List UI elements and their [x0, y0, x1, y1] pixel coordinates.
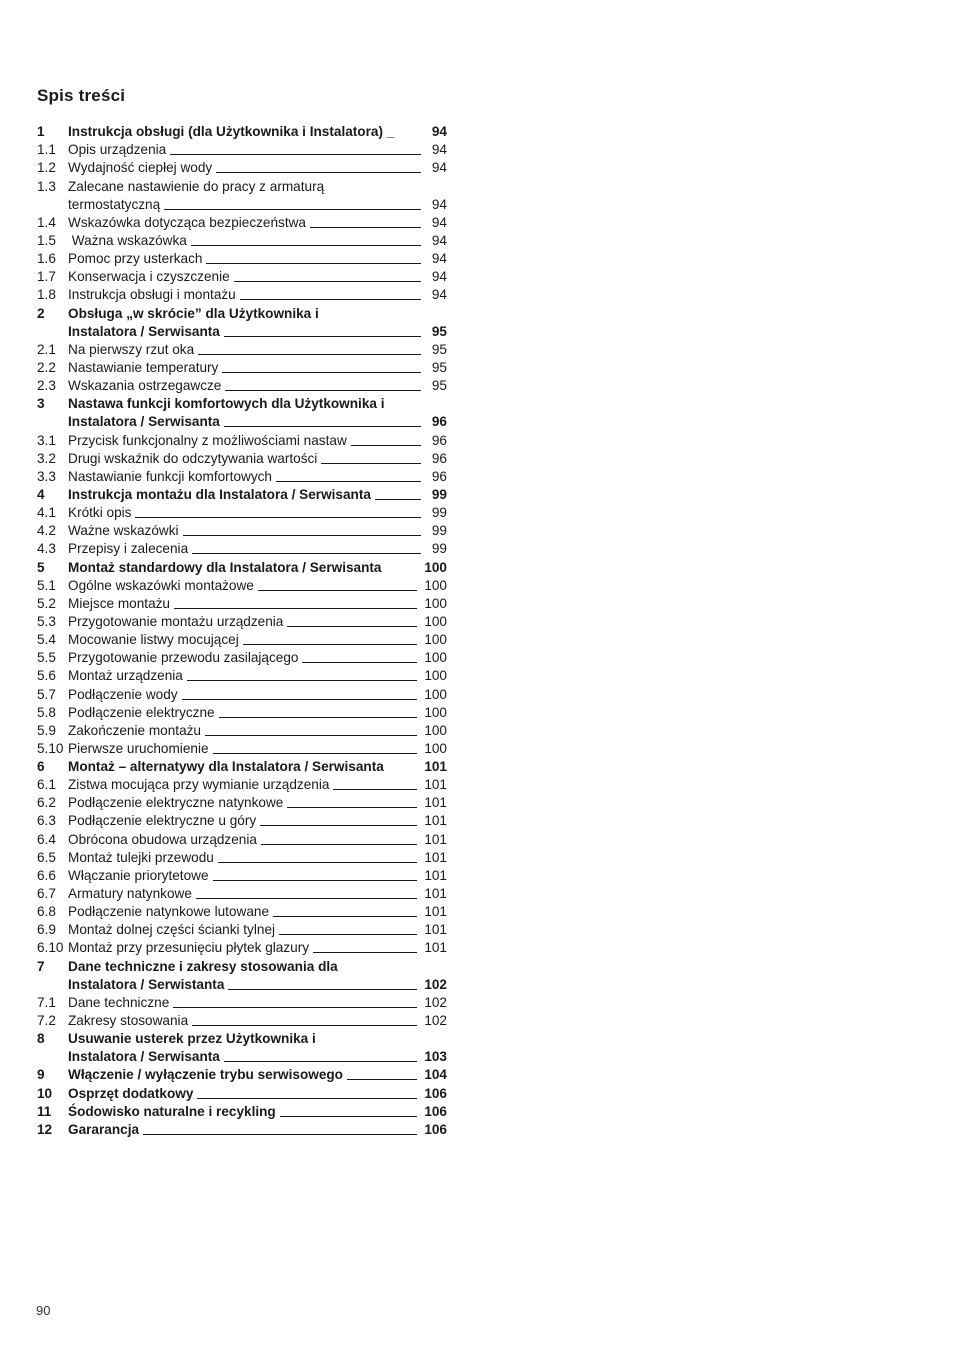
toc-leader-line — [273, 916, 417, 917]
toc-entry-number: 1.3 — [37, 178, 56, 194]
toc-leader-line — [310, 227, 421, 228]
toc-entry-number: 3.2 — [37, 450, 56, 466]
toc-entry-number: 3 — [37, 396, 45, 412]
toc-entry-title: Nastawianie temperatury — [68, 359, 219, 375]
toc-entry — [37, 213, 447, 231]
toc-entry — [37, 412, 447, 430]
toc-entry — [37, 267, 447, 285]
toc-entry-page: 101 — [424, 795, 447, 811]
toc-leader-line — [192, 1025, 417, 1026]
toc-entry-title: Montaż – alternatywy dla Instalatora / Serwisanta — [68, 759, 384, 775]
toc-leader-line — [213, 753, 417, 754]
toc-entry-page: 101 — [424, 759, 447, 775]
toc-entry-title: Przygotowanie montażu urządzenia — [68, 613, 284, 629]
toc-entry — [37, 158, 447, 176]
toc-entry-page: 94 — [431, 160, 447, 176]
toc-entry-title: Podłączenie wody — [68, 686, 178, 702]
toc-entry — [37, 630, 447, 648]
toc-entry-title: Wskazania ostrzegawcze — [68, 378, 222, 394]
toc-entry — [37, 449, 447, 467]
toc-entry-title: Podłączenie elektryczne u góry — [68, 813, 257, 829]
toc-entry-page: 102 — [424, 994, 447, 1010]
toc-leader-line — [225, 390, 421, 391]
toc-entry — [37, 176, 447, 194]
toc-entry-title: Gararancja — [68, 1121, 140, 1137]
toc-entry-title: Instrukcja obsługi i montażu — [68, 287, 236, 303]
toc-entry-title: Wskazówka dotycząca bezpieczeństwa — [68, 214, 306, 230]
toc-entry-number: 11 — [37, 1103, 52, 1119]
toc-entry-number: 6.10 — [37, 940, 64, 956]
toc-entry — [37, 539, 447, 557]
toc-leader-line — [287, 807, 417, 808]
toc-entry-number: 6.6 — [37, 867, 56, 883]
toc-entry — [37, 1083, 447, 1101]
toc-entry — [37, 721, 447, 739]
toc-entry-title: Zalecane nastawienie do pracy z armaturą — [68, 178, 325, 194]
toc-entry-title: Montaż standardowy dla Instalatora / Serwisanta — [68, 559, 382, 575]
table-of-contents — [37, 122, 447, 1138]
toc-entry-number: 3.1 — [37, 432, 56, 448]
toc-entry-number: 1.7 — [37, 269, 56, 285]
toc-entry-title: Montaż urządzenia — [68, 668, 183, 684]
toc-entry-number: 9 — [37, 1067, 45, 1083]
toc-entry — [37, 684, 447, 702]
toc-entry-page: 101 — [424, 831, 447, 847]
toc-entry — [37, 557, 447, 575]
toc-entry-number: 2.1 — [37, 341, 56, 357]
toc-entry-page: 100 — [424, 650, 447, 666]
toc-entry-title: Instrukcja obsługi (dla Użytkownika i Instalatora) _ — [68, 124, 395, 140]
toc-leader-line — [164, 209, 421, 210]
toc-entry-number: 6.8 — [37, 904, 56, 920]
toc-entry — [37, 848, 447, 866]
toc-entry-title: Obrócona obudowa urządzenia — [68, 831, 257, 847]
toc-entry — [37, 467, 447, 485]
toc-entry-page: 96 — [431, 414, 447, 430]
toc-entry-page: 100 — [424, 740, 447, 756]
toc-entry — [37, 576, 447, 594]
toc-entry-number: 8 — [37, 1031, 45, 1047]
toc-entry — [37, 666, 447, 684]
toc-leader-line — [222, 372, 421, 373]
toc-entry-number: 5.2 — [37, 595, 56, 611]
toc-leader-line — [302, 662, 417, 663]
toc-entry-title: Obsługa „w skrócie” dla Użytkownika i — [68, 305, 319, 321]
toc-leader-line — [218, 862, 417, 863]
toc-leader-line — [234, 281, 421, 282]
toc-leader-line — [170, 154, 421, 155]
toc-entry-title: Włączenie / wyłączenie trybu serwisowego — [68, 1067, 343, 1083]
toc-entry-page: 100 — [424, 722, 447, 738]
toc-entry-title: Miejsce montażu — [68, 595, 170, 611]
toc-entry-title: Instrukcja montażu dla Instalatora / Serwisanta — [68, 486, 371, 502]
page-number: 90 — [36, 1303, 51, 1318]
toc-entry-page: 100 — [424, 704, 447, 720]
toc-entry-number: 1 — [37, 124, 45, 140]
toc-entry-page: 94 — [431, 269, 447, 285]
toc-entry-number: 1.5 — [37, 232, 56, 248]
toc-entry-number: 10 — [37, 1085, 53, 1101]
toc-entry-title: Przygotowanie przewodu zasilającego — [68, 650, 299, 666]
toc-entry-number: 6.5 — [37, 849, 56, 865]
toc-entry-title: Włączanie priorytetowe — [68, 867, 209, 883]
toc-leader-line — [347, 1079, 417, 1080]
toc-entry — [37, 394, 447, 412]
toc-leader-line — [183, 535, 421, 536]
toc-entry-number: 5.3 — [37, 613, 56, 629]
toc-entry-page: 99 — [431, 523, 447, 539]
toc-entry-number: 6.1 — [37, 777, 56, 793]
toc-entry-number: 4 — [37, 486, 45, 502]
toc-entry-number: 1.6 — [37, 251, 56, 267]
toc-leader-line — [224, 1061, 417, 1062]
toc-entry-number: 5.7 — [37, 686, 56, 702]
toc-entry — [37, 285, 447, 303]
toc-entry-title: Drugi wskaźnik do odczytywania wartości — [68, 450, 318, 466]
toc-entry-page: 100 — [424, 559, 447, 575]
toc-entry-page: 94 — [431, 142, 447, 158]
toc-entry-page: 100 — [424, 613, 447, 629]
toc-entry-number: 6.9 — [37, 922, 56, 938]
toc-leader-line — [143, 1134, 417, 1135]
toc-leader-line — [182, 699, 417, 700]
toc-entry-title: Ważne wskazówki — [68, 523, 179, 539]
toc-entry-page: 100 — [424, 595, 447, 611]
toc-entry — [37, 122, 447, 140]
toc-entry-title: Dane techniczne i zakresy stosowania dla — [68, 958, 338, 974]
toc-entry-page: 94 — [431, 124, 447, 140]
toc-entry — [37, 938, 447, 956]
toc-leader-line — [224, 426, 421, 427]
toc-entry — [37, 322, 447, 340]
toc-leader-line — [219, 717, 417, 718]
toc-leader-line — [258, 590, 417, 591]
toc-leader-line — [205, 735, 417, 736]
toc-leader-line — [216, 172, 421, 173]
toc-entry-title: Montaż przy przesunięciu płytek glazury — [68, 940, 310, 956]
toc-entry-number: 6.2 — [37, 795, 56, 811]
toc-entry-number: 4.1 — [37, 505, 56, 521]
toc-entry — [37, 902, 447, 920]
toc-entry — [37, 793, 447, 811]
toc-entry — [37, 775, 447, 793]
toc-entry — [37, 612, 447, 630]
toc-entry — [37, 521, 447, 539]
toc-entry-number: 5.4 — [37, 632, 56, 648]
toc-entry-page: 104 — [424, 1067, 447, 1083]
toc-entry-number: 5.6 — [37, 668, 56, 684]
toc-entry-title: Nastawianie funkcji komfortowych — [68, 468, 272, 484]
toc-entry — [37, 231, 447, 249]
toc-entry-page: 100 — [424, 668, 447, 684]
toc-entry-page: 94 — [431, 232, 447, 248]
toc-entry-title: Konserwacja i czyszczenie — [68, 269, 230, 285]
toc-entry-page: 101 — [424, 886, 447, 902]
toc-leader-line — [197, 1098, 417, 1099]
toc-entry — [37, 195, 447, 213]
toc-entry-title: Montaż dolnej części ścianki tylnej — [68, 922, 276, 938]
toc-entry-page: 96 — [431, 432, 447, 448]
toc-entry-number: 2.2 — [37, 359, 56, 375]
toc-entry-title: termostatyczną — [68, 196, 161, 212]
toc-entry-number: 1.4 — [37, 214, 56, 230]
toc-entry — [37, 594, 447, 612]
toc-entry-number: 7.1 — [37, 994, 56, 1010]
toc-entry-page: 101 — [424, 813, 447, 829]
toc-leader-line — [206, 263, 421, 264]
toc-entry — [37, 920, 447, 938]
toc-entry-number: 4.2 — [37, 523, 56, 539]
toc-leader-line — [135, 517, 421, 518]
toc-entry-title: Montaż tulejki przewodu — [68, 849, 214, 865]
toc-entry-number: 5.5 — [37, 650, 56, 666]
toc-entry-title: Nastawa funkcji komfortowych dla Użytkownika i — [68, 396, 385, 412]
toc-leader-line — [198, 354, 421, 355]
toc-entry — [37, 1065, 447, 1083]
toc-entry — [37, 829, 447, 847]
toc-leader-line — [321, 463, 421, 464]
toc-entry-number: 6.3 — [37, 813, 56, 829]
toc-entry — [37, 739, 447, 757]
toc-entry-page: 94 — [431, 251, 447, 267]
toc-leader-line — [192, 553, 421, 554]
toc-entry-page: 102 — [424, 976, 447, 992]
toc-entry-page: 95 — [431, 378, 447, 394]
toc-entry-title: Śodowisko naturalne i recykling — [68, 1103, 276, 1119]
toc-entry-number: 4.3 — [37, 541, 56, 557]
toc-entry-page: 101 — [424, 849, 447, 865]
toc-entry-page: 94 — [431, 214, 447, 230]
toc-entry-title: Instalatora / Serwisanta — [68, 414, 220, 430]
toc-leader-line — [276, 481, 421, 482]
toc-leader-line — [240, 299, 421, 300]
toc-entry-title: Zakończenie montażu — [68, 722, 201, 738]
toc-leader-line — [279, 934, 417, 935]
toc-entry-number: 5.9 — [37, 722, 56, 738]
toc-entry — [37, 884, 447, 902]
toc-entry — [37, 1029, 447, 1047]
toc-entry-number: 5.10 — [37, 740, 64, 756]
toc-leader-line — [187, 680, 417, 681]
toc-entry — [37, 1120, 447, 1138]
toc-entry — [37, 1047, 447, 1065]
toc-entry-title: Zakresy stosowania — [68, 1013, 189, 1029]
toc-entry-page: 103 — [424, 1049, 447, 1065]
toc-entry-page: 106 — [424, 1121, 447, 1137]
toc-entry-page: 96 — [431, 468, 447, 484]
toc-leader-line — [174, 608, 417, 609]
toc-leader-line — [173, 1007, 417, 1008]
toc-entry — [37, 956, 447, 974]
toc-entry-page: 101 — [424, 922, 447, 938]
toc-entry-number: 5.8 — [37, 704, 56, 720]
toc-entry — [37, 340, 447, 358]
toc-entry-number: 1.2 — [37, 160, 56, 176]
toc-entry-title: Podłączenie elektryczne — [68, 704, 215, 720]
toc-entry-number: 7 — [37, 958, 45, 974]
toc-leader-line — [228, 989, 417, 990]
toc-leader-line — [224, 336, 421, 337]
toc-entry — [37, 1102, 447, 1120]
toc-entry-page: 101 — [424, 940, 447, 956]
toc-leader-line — [260, 825, 417, 826]
toc-entry — [37, 993, 447, 1011]
toc-entry — [37, 503, 447, 521]
toc-entry-number: 5 — [37, 559, 45, 575]
toc-entry-number: 2.3 — [37, 378, 56, 394]
toc-entry-page: 100 — [424, 632, 447, 648]
toc-entry-title: Instalatora / Serwisanta — [68, 1049, 220, 1065]
toc-entry-page: 94 — [431, 196, 447, 212]
toc-entry-title: Dane techniczne — [68, 994, 170, 1010]
toc-entry-page: 99 — [431, 541, 447, 557]
toc-entry — [37, 303, 447, 321]
toc-entry-number: 2 — [37, 305, 45, 321]
toc-entry-page: 96 — [431, 450, 447, 466]
toc-entry — [37, 430, 447, 448]
toc-entry — [37, 140, 447, 158]
toc-entry — [37, 975, 447, 993]
toc-entry — [37, 703, 447, 721]
toc-entry-page: 99 — [431, 486, 447, 502]
toc-entry-page: 101 — [424, 777, 447, 793]
toc-entry-number: 7.2 — [37, 1013, 56, 1029]
toc-entry-title: Ogólne wskazówki montażowe — [68, 577, 254, 593]
toc-entry-page: 100 — [424, 577, 447, 593]
toc-entry-page: 102 — [424, 1013, 447, 1029]
toc-entry — [37, 1011, 447, 1029]
toc-entry-number: 1.1 — [37, 142, 56, 158]
toc-entry-title: Na pierwszy rzut oka — [68, 341, 195, 357]
toc-entry — [37, 648, 447, 666]
toc-entry-title: Wydajność ciepłej wody — [68, 160, 213, 176]
toc-entry-number: 6.4 — [37, 831, 56, 847]
toc-entry — [37, 358, 447, 376]
toc-entry-page: 106 — [424, 1085, 447, 1101]
toc-entry-title: Ważna wskazówka — [68, 232, 187, 248]
toc-entry-number: 5.1 — [37, 577, 56, 593]
toc-leader-line — [196, 898, 417, 899]
toc-entry-title: Krótki opis — [68, 505, 132, 521]
toc-entry-page: 106 — [424, 1103, 447, 1119]
toc-entry-title: Instalatora / Serwisanta — [68, 323, 220, 339]
toc-entry — [37, 376, 447, 394]
toc-entry-number: 6.7 — [37, 886, 56, 902]
toc-entry-title: Podłączenie natynkowe lutowane — [68, 904, 270, 920]
toc-entry — [37, 811, 447, 829]
toc-entry-title: Armatury natynkowe — [68, 886, 192, 902]
toc-entry-page: 94 — [431, 287, 447, 303]
toc-entry-number: 3.3 — [37, 468, 56, 484]
toc-entry-title: Osprzęt dodatkowy — [68, 1085, 194, 1101]
toc-leader-line — [280, 1116, 417, 1117]
toc-leader-line — [333, 789, 417, 790]
toc-entry-page: 99 — [431, 505, 447, 521]
toc-leader-line — [243, 644, 417, 645]
toc-leader-line — [191, 245, 421, 246]
toc-entry-page: 100 — [424, 686, 447, 702]
toc-entry — [37, 249, 447, 267]
page-title: Spis treści — [37, 86, 126, 105]
toc-entry-number: 6 — [37, 759, 45, 775]
toc-entry-page: 101 — [424, 904, 447, 920]
toc-entry-title: Instalatora / Serwistanta — [68, 976, 225, 992]
toc-entry-title: Pierwsze uruchomienie — [68, 740, 209, 756]
toc-entry-page: 101 — [424, 867, 447, 883]
toc-entry — [37, 485, 447, 503]
toc-entry-title: Pomoc przy usterkach — [68, 251, 203, 267]
toc-entry-title: Przycisk funkcjonalny z możliwościami nastaw — [68, 432, 347, 448]
toc-entry-title: Usuwanie usterek przez Użytkownika i — [68, 1031, 316, 1047]
toc-entry-title: Przepisy i zalecenia — [68, 541, 189, 557]
toc-leader-line — [287, 626, 417, 627]
toc-entry-page: 95 — [431, 359, 447, 375]
toc-entry-page: 95 — [431, 341, 447, 357]
toc-entry-title: Opis urządzenia — [68, 142, 167, 158]
toc-entry-number: 12 — [37, 1121, 53, 1137]
toc-entry-title: Zistwa mocująca przy wymianie urządzenia — [68, 777, 330, 793]
toc-leader-line — [375, 499, 421, 500]
toc-entry-number: 1.8 — [37, 287, 56, 303]
toc-leader-line — [261, 844, 417, 845]
toc-entry-title: Mocowanie listwy mocującej — [68, 632, 239, 648]
toc-leader-line — [313, 952, 417, 953]
toc-entry — [37, 757, 447, 775]
toc-entry — [37, 866, 447, 884]
toc-entry-page: 95 — [431, 323, 447, 339]
toc-leader-line — [351, 445, 421, 446]
toc-entry-title: Podłączenie elektryczne natynkowe — [68, 795, 284, 811]
toc-leader-line — [213, 880, 417, 881]
